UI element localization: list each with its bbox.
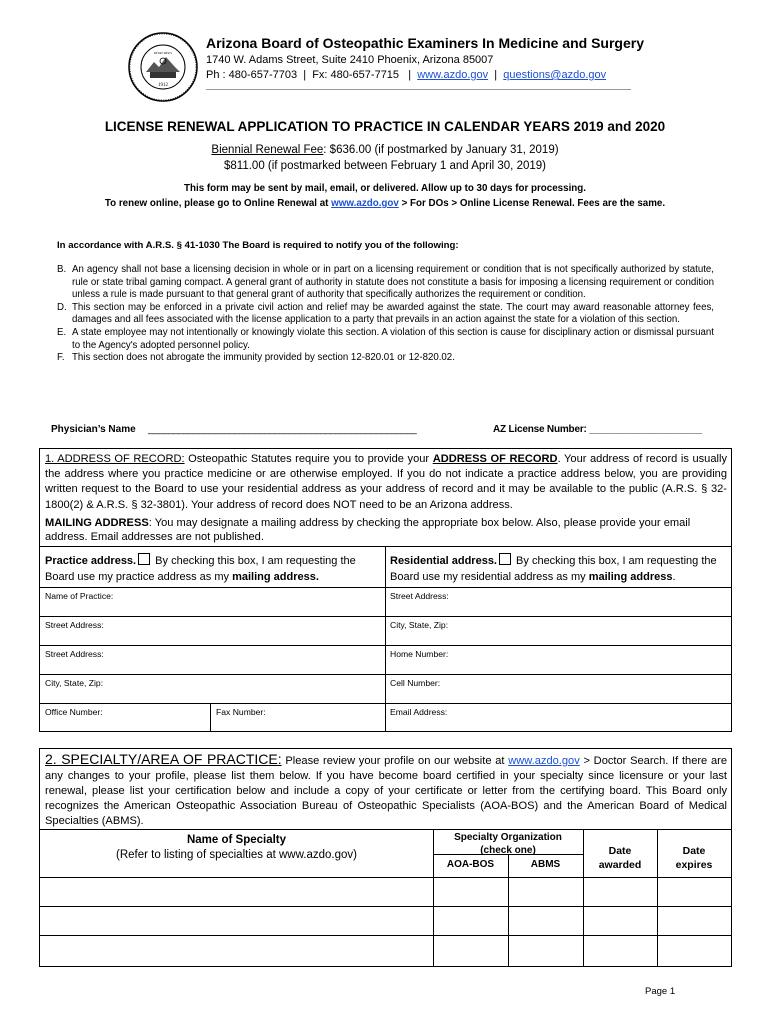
practice-address-checkbox[interactable]	[138, 553, 150, 565]
name-of-practice-field[interactable]: Name of Practice:	[45, 591, 114, 601]
specialty-section	[39, 748, 732, 967]
col-date-expires-1: Date	[682, 845, 706, 857]
practice-city-field[interactable]: City, State, Zip:	[45, 678, 104, 688]
mailing-address-label: MAILING ADDRESS	[45, 517, 149, 529]
online-renewal-link[interactable]: www.azdo.gov	[331, 198, 399, 209]
fee-line-2: $811.00 (if postmarked between February 1 and April 30, 2019)	[224, 160, 546, 172]
email-link[interactable]: questions@azdo.gov	[503, 69, 607, 81]
separator: |	[488, 69, 504, 81]
page-number: Page 1	[645, 986, 676, 997]
col-date-awarded-1: Date	[608, 845, 632, 857]
instruction-line-1: This form may be sent by mail, email, or delivered. Allow up to 30 days for processing.	[184, 183, 586, 194]
item-letter: E.	[57, 326, 67, 338]
practice-address-label: Practice address.	[45, 555, 137, 567]
header-divider	[206, 89, 631, 90]
seal-year: 1912	[158, 83, 168, 88]
col-specialty-hint: (Refer to listing of specialties at www.azdo.gov)	[116, 849, 357, 861]
item-text: This section may be enforced in a private civil action and relief may be awarded against the state. The court may award reasonable attorney fees, damages and all fees associated with the license application to a party that prevails in an action against the state for a violation of this section.	[72, 301, 714, 326]
col-name-of-specialty: Name of Specialty	[186, 834, 287, 846]
section2-intro	[45, 752, 727, 829]
instruction-pre: To renew online, please go to Online Renewal at	[104, 198, 332, 209]
list-item	[57, 327, 714, 352]
org-address: 1740 W. Adams Street, Suite 2410 Phoenix, Arizona 85007	[206, 54, 494, 66]
practice-address-bold: mailing address.	[232, 570, 319, 583]
arizona-state-seal	[128, 32, 198, 102]
phone-fax: Ph : 480-657-7703 | Fx: 480-657-7715 |	[206, 69, 418, 81]
address-row	[40, 674, 731, 703]
residential-address-label: Residential address.	[390, 555, 497, 567]
section1-text-a: Osteopathic Statutes require you to provide your	[184, 453, 433, 465]
address-row	[40, 616, 731, 645]
col-date-expires-2: expires	[675, 859, 713, 871]
practice-address-choice	[45, 553, 375, 585]
address-row	[40, 587, 731, 616]
fax-number-field[interactable]: Fax Number:	[216, 707, 266, 717]
website-link[interactable]: www.azdo.gov	[417, 69, 489, 81]
item-text: An agency shall not base a licensing decision in whole or in part on a licensing requirement or condition that is not specifically authorized by statute, rule or state tribal gaming compact. A general grant of authority in statute does not constitute a basis for imposing a licensing requirement or condition unless a rule is made pursuant to that general grant of authority that specifically authorizes the requirement or condition.	[72, 264, 714, 301]
section1-text-bold: ADDRESS OF RECORD	[432, 453, 558, 465]
section2-text-b: > Doctor Search. If there are any changes to your profile, please list them below. If you have become board certified in your specialty since licensure or your last renewal, please list your certification below and include a copy of your certificate or letter from the certifying board. This Board only recognizes the American Osteopathic Association Bureau of Osteopathic Specialists (AOA-BOS) and the American Board of Medical Specialties (ABMS).	[45, 755, 727, 827]
residential-street-field[interactable]: Street Address:	[390, 591, 449, 601]
col-date-awarded-2: awarded	[598, 859, 642, 871]
section1-intro	[45, 452, 727, 513]
item-text: This section does not abrogate the immunity provided by section 12-820.01 or 12-820.02.	[72, 352, 455, 364]
residential-address-text: By checking this box, I am requesting the Board use my residential address as my	[390, 555, 717, 583]
mailing-choice-row	[40, 546, 731, 587]
col-abms: ABMS	[530, 859, 561, 870]
residential-address-end: .	[672, 570, 676, 583]
statute-list	[57, 264, 714, 365]
fee-line-1-rest: : $636.00 (if postmarked by January 31, 2019)	[323, 144, 559, 156]
residential-city-field[interactable]: City, State, Zip:	[390, 620, 449, 630]
mailing-address-text: : You may designate a mailing address by checking the appropriate box below. Also, please provide your email address. Email addresses are not published.	[45, 517, 691, 544]
notify-heading: In accordance with A.R.S. § 41-1030 The Board is required to notify you of the following:	[57, 240, 459, 251]
section1-text-b: . Your address of record is usually the address where you practice medicine or are otherwise employed. If you do not indicate a practice address below, you are providing written request to the Board to use your residential address as your address of record and it may be available to the public (A.R.S. § 32-1800(2) & A.R.S. § 32-3801). Your address of record does NOT need to be an Arizona address.	[45, 453, 728, 511]
specialty-row[interactable]	[40, 935, 731, 966]
list-item	[57, 302, 714, 327]
section2-text-a: Please review your profile on our website at	[281, 755, 509, 767]
address-row	[40, 703, 731, 732]
section2-heading: 2. SPECIALTY/AREA OF PRACTICE:	[45, 751, 282, 767]
specialty-row[interactable]	[40, 906, 731, 936]
instruction-post: > For DOs > Online License Renewal. Fees are the same.	[398, 198, 666, 209]
col-specialty-org: Specialty Organization	[454, 832, 562, 843]
fee-label: Biennial Renewal Fee	[211, 144, 324, 156]
residential-address-checkbox[interactable]	[499, 553, 511, 565]
mailing-address-note	[45, 516, 727, 545]
item-text: A state employee may not intentionally or knowingly violate this section. A violation of this section is cause for disciplinary action or dismissal pursuant to the Agency's adopted personnel policy.	[72, 326, 714, 351]
col-check-one: (check one)	[480, 845, 536, 856]
item-letter: D.	[57, 301, 67, 313]
residential-address-choice	[390, 553, 726, 585]
office-number-field[interactable]: Office Number:	[45, 707, 103, 717]
form-title: LICENSE RENEWAL APPLICATION TO PRACTICE IN CALENDAR YEARS 2019 and 2020	[104, 119, 666, 134]
seal-motto: DITAT DEUS	[153, 51, 173, 55]
org-name: Arizona Board of Osteopathic Examiners In Medicine and Surgery	[206, 35, 644, 51]
home-number-field[interactable]: Home Number:	[390, 649, 449, 659]
doctor-search-link[interactable]: www.azdo.gov	[508, 755, 580, 767]
cell-number-field[interactable]: Cell Number:	[390, 678, 441, 688]
item-letter: B.	[57, 264, 67, 275]
list-item	[57, 264, 714, 302]
specialty-row[interactable]	[40, 877, 731, 907]
list-item	[57, 352, 714, 365]
instruction-line-2	[0, 198, 770, 209]
practice-street-2-field[interactable]: Street Address:	[45, 649, 104, 659]
org-contact	[206, 69, 606, 81]
col-aoa-bos: AOA-BOS	[446, 859, 495, 870]
practice-address-text: By checking this box, I am requesting the Board use my practice address as my	[45, 555, 356, 583]
practice-street-field[interactable]: Street Address:	[45, 620, 104, 630]
address-row	[40, 645, 731, 674]
section1-heading: 1. ADDRESS OF RECORD:	[45, 453, 185, 465]
email-address-field[interactable]: Email Address:	[390, 707, 448, 717]
license-number-field[interactable]: AZ License Number: _____________________	[493, 424, 702, 435]
item-letter: F.	[57, 352, 65, 364]
specialty-table-header	[40, 829, 731, 878]
physician-name-label: Physician’s Name	[51, 424, 136, 435]
physician-name-field[interactable]: _____________________________________________________	[148, 424, 417, 435]
residential-address-bold: mailing address	[588, 570, 673, 583]
fee-line-1	[0, 144, 770, 156]
address-of-record-section	[39, 448, 732, 732]
